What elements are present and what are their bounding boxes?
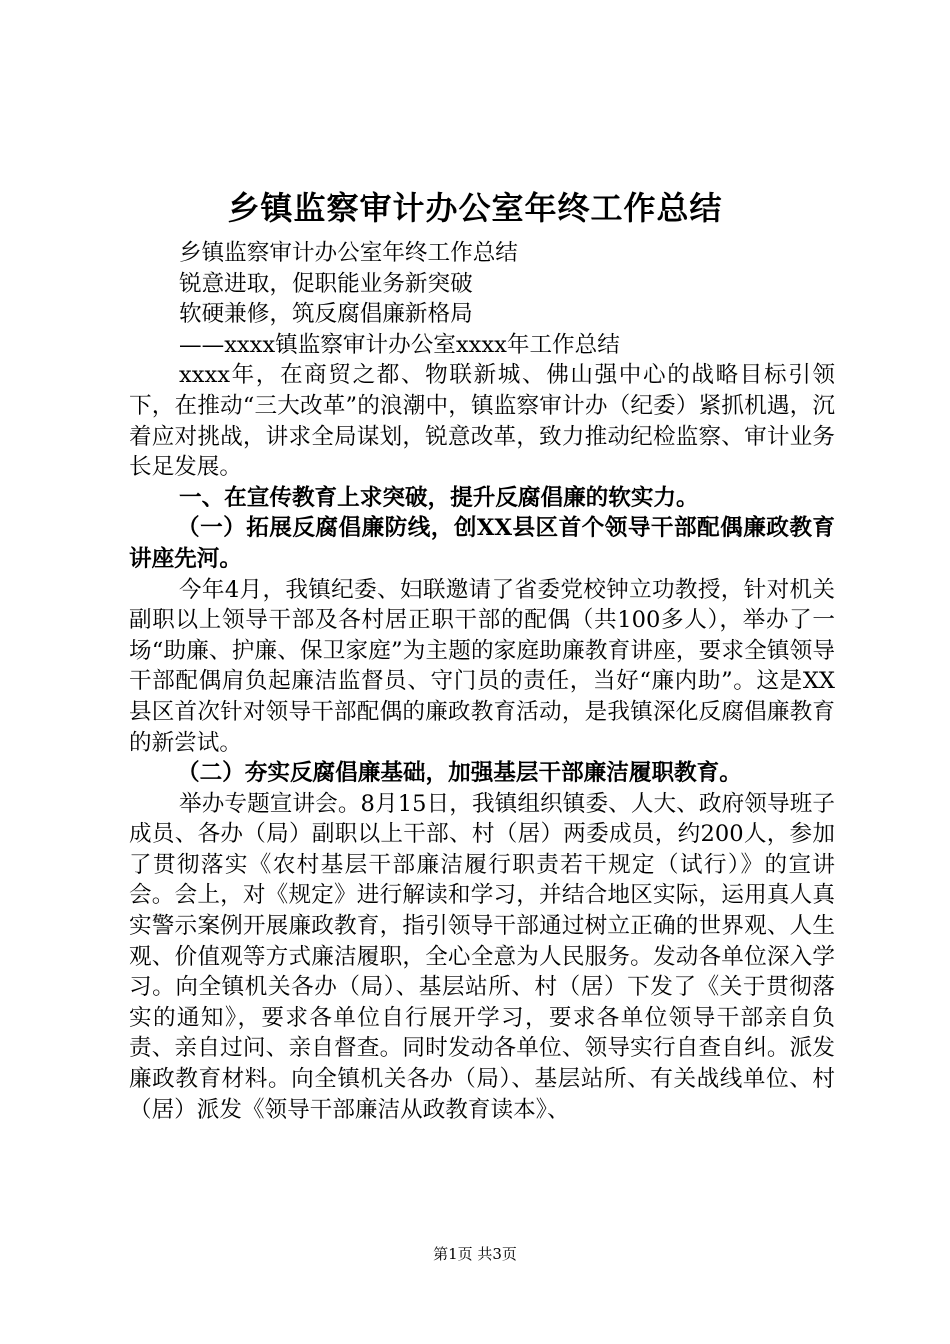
subtitle-line: 乡镇监察审计办公室年终工作总结	[179, 240, 518, 266]
section-heading: 一、在宣传教育上求突破，提升反腐倡廉的软实力。	[179, 484, 699, 511]
page-footer: 第1页 共3页	[433, 1245, 517, 1263]
document-body	[129, 238, 835, 1125]
byline: ——xxxx镇监察审计办公室xxxx年工作总结	[179, 331, 620, 358]
subtitle-line: 软硬兼修，筑反腐倡廉新格局	[179, 301, 473, 328]
document-title: 乡镇监察审计办公室年终工作总结	[227, 189, 723, 227]
subsection-heading: （一）拓展反腐倡廉防线，创XX县区首个领导干部配偶廉政教育讲座先河。	[129, 515, 835, 572]
intro-paragraph: xxxx年，在商贸之都、物联新城、佛山强中心的战略目标引领下，在推动“三大改革”的浪潮中，镇监察审计办（纪委）紧抓机遇，沉着应对挑战，讲求全局谋划，锐意改革，致力推动纪检监察、审计业务长足发展。	[129, 362, 835, 481]
subsection-heading: （二）夯实反腐倡廉基础，加强基层干部廉洁履职教育。	[177, 760, 742, 787]
subtitle-line: 锐意进取，促职能业务新突破	[179, 270, 473, 297]
body-paragraph: 今年4月，我镇纪委、妇联邀请了省委党校钟立功教授，针对机关副职以上领导干部及各村居正职干部的配偶（共100多人），举办了一场“助廉、护廉、保卫家庭”为主题的家庭助廉教育讲座，要求全镇领导干部配偶肩负起廉洁监督员、守门员的责任，当好“廉内助”。这是XX县区首次针对领导干部配偶的廉政教育活动，是我镇深化反腐倡廉教育的新尝试。	[129, 576, 835, 756]
body-paragraph: 举办专题宣讲会。8月15日，我镇组织镇委、人大、政府领导班子成员、各办（局）副职以上干部、村（居）两委成员，约200人，参加了贯彻落实《农村基层干部廉洁履行职责若干规定（试行）》的宣讲会。会上，对《规定》进行解读和学习，并结合地区实际，运用真人真实警示案例开展廉政教育，指引领导干部通过树立正确的世界观、人生观、价值观等方式廉洁履职，全心全意为人民服务。发动各单位深入学习。向全镇机关各办（局）、基层站所、村（居）下发了《关于贯彻落实的通知》，要求各单位自行展开学习，要求各单位领导干部亲自负责、亲自过问、亲自督查。同时发动各单位、领导实行自查自纠。派发廉政教育材料。向全镇机关各办（局）、基层站所、有关战线单位、村（居）派发《领导干部廉洁从政教育读本》、	[129, 790, 835, 1123]
